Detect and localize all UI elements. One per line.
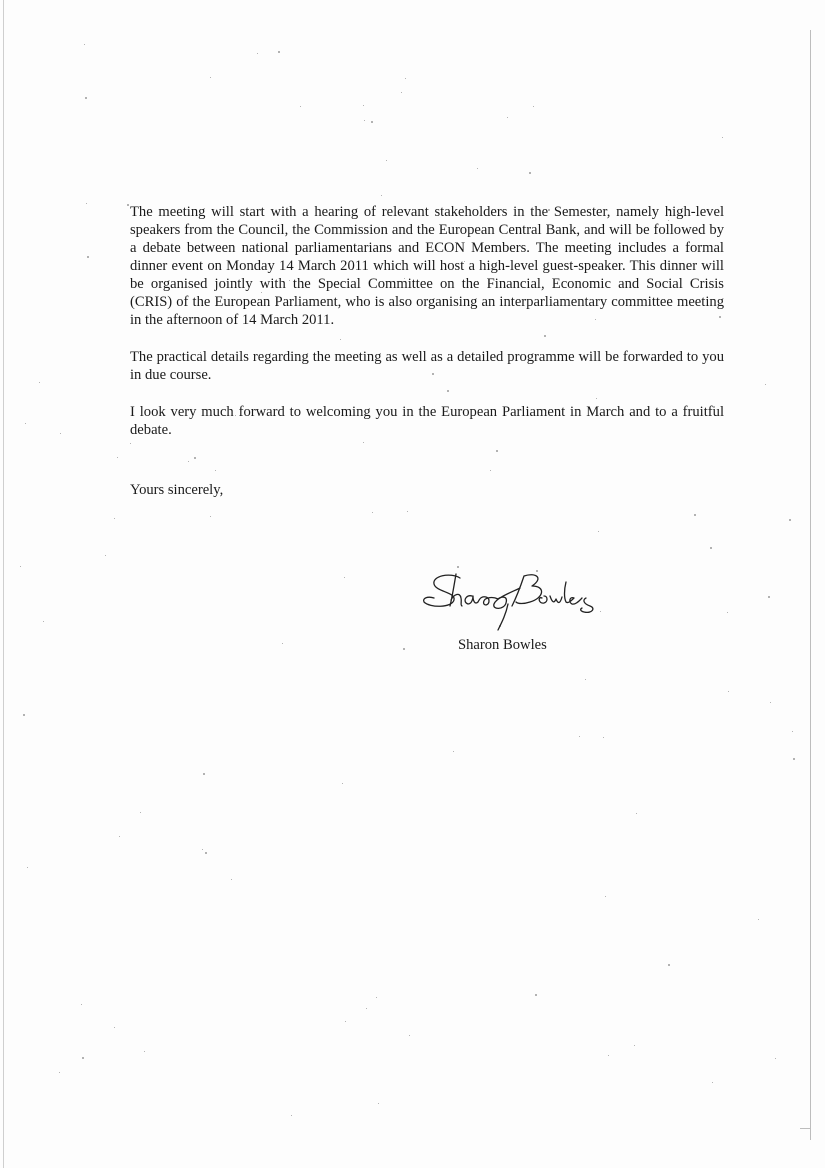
handwritten-signature — [420, 568, 610, 638]
scan-speck — [60, 433, 61, 434]
paragraph-practical-details: The practical details regarding the meeting as well as a detailed programme will be forwarded to you in due course. — [130, 349, 724, 383]
scan-speck — [114, 1027, 115, 1028]
scan-speck — [403, 648, 405, 650]
scan-speck — [371, 121, 373, 123]
scan-speck — [728, 691, 729, 692]
scan-edge-mark — [800, 1128, 810, 1129]
scan-speck — [608, 1055, 609, 1056]
scan-speck — [215, 470, 216, 471]
scan-speck — [345, 1021, 346, 1022]
scan-speck — [634, 1045, 635, 1046]
scan-speck — [114, 518, 115, 519]
scan-speck — [668, 964, 670, 966]
scan-speck — [43, 621, 44, 622]
scan-speck — [188, 461, 189, 462]
scan-speck — [84, 44, 85, 45]
scan-speck — [507, 117, 508, 118]
scan-speck — [585, 679, 586, 680]
scan-speck — [282, 643, 283, 644]
scan-speck — [603, 737, 604, 738]
scan-speck — [490, 470, 491, 471]
scan-speck — [23, 714, 25, 716]
scan-speck — [85, 97, 87, 99]
scan-speck — [364, 120, 365, 121]
scan-edge-left — [3, 0, 4, 1168]
scan-speck — [144, 1051, 145, 1052]
scan-speck — [210, 77, 211, 78]
paragraph-meeting-overview: The meeting will start with a hearing of relevant stakeholders in the Semester, namely high-level speakers from the Council, the Commission and the European Central Bank, and will be followed by a debate between national parliamentarians and ECON Members. The meeting includes a formal dinner event on Monday 14 March 2011 which will host a high-level guest-speaker. This dinner will be organised jointly with the Special Committee on the Financial, Economic and Social Crisis (CRIS) of the European Parliament, who is also organising an interparliamentary committee meeting in the afternoon of 14 March 2011. — [130, 204, 724, 328]
scan-speck — [477, 168, 478, 169]
scan-speck — [59, 1072, 60, 1073]
scan-speck — [605, 896, 606, 897]
scan-speck — [453, 751, 454, 752]
scan-speck — [210, 516, 211, 517]
scan-speck — [127, 204, 129, 206]
scan-speck — [366, 1008, 367, 1009]
scan-speck — [793, 758, 795, 760]
scan-speck — [105, 555, 106, 556]
scan-speck — [775, 1058, 776, 1059]
scan-speck — [119, 836, 120, 837]
scan-speck — [579, 736, 580, 737]
scan-speck — [231, 879, 232, 880]
scan-speck — [405, 78, 406, 79]
scan-speck — [770, 702, 771, 703]
scan-speck — [378, 1103, 379, 1104]
scan-speck — [363, 105, 364, 106]
scan-speck — [694, 514, 696, 516]
letter-body — [130, 203, 724, 458]
scan-speck — [409, 1035, 410, 1036]
scan-speck — [710, 547, 712, 549]
scan-speck — [381, 195, 382, 196]
scan-speck — [278, 51, 280, 53]
scan-speck — [789, 519, 791, 521]
scan-speck — [20, 566, 21, 567]
scan-speck — [300, 106, 301, 107]
scan-speck — [598, 531, 599, 532]
scan-speck — [407, 511, 408, 512]
scan-speck — [342, 783, 343, 784]
scan-edge-right — [810, 30, 811, 1140]
scan-speck — [401, 92, 402, 93]
scan-speck — [376, 997, 377, 998]
scan-speck — [529, 172, 531, 174]
scan-speck — [86, 203, 87, 204]
scan-speck — [636, 813, 637, 814]
scan-speck — [386, 160, 387, 161]
scan-speck — [792, 731, 793, 732]
scan-speck — [535, 994, 537, 996]
scan-speck — [27, 867, 28, 868]
scan-speck — [291, 1115, 292, 1116]
scan-speck — [727, 612, 728, 613]
scan-speck — [25, 423, 26, 424]
scan-speck — [257, 53, 258, 54]
scan-speck — [765, 384, 766, 385]
scan-speck — [203, 773, 205, 775]
scan-speck — [39, 382, 40, 383]
paragraph-welcome: I look very much forward to welcoming you in the European Parliament in March and to a fruitful debate. — [130, 404, 724, 438]
scan-speck — [205, 852, 207, 854]
scan-speck — [202, 849, 203, 850]
scan-speck — [768, 596, 770, 598]
scan-speck — [117, 457, 118, 458]
scan-speck — [82, 1057, 84, 1059]
scan-speck — [372, 512, 373, 513]
scan-speck — [712, 1082, 713, 1083]
scan-speck — [533, 106, 534, 107]
scan-speck — [344, 577, 345, 578]
scan-speck — [140, 812, 141, 813]
scan-speck — [81, 1004, 82, 1005]
scan-speck — [758, 919, 759, 920]
scan-speck — [722, 137, 723, 138]
signer-name: Sharon Bowles — [458, 637, 547, 653]
closing-salutation: Yours sincerely, — [130, 482, 224, 498]
scan-speck — [87, 256, 89, 258]
